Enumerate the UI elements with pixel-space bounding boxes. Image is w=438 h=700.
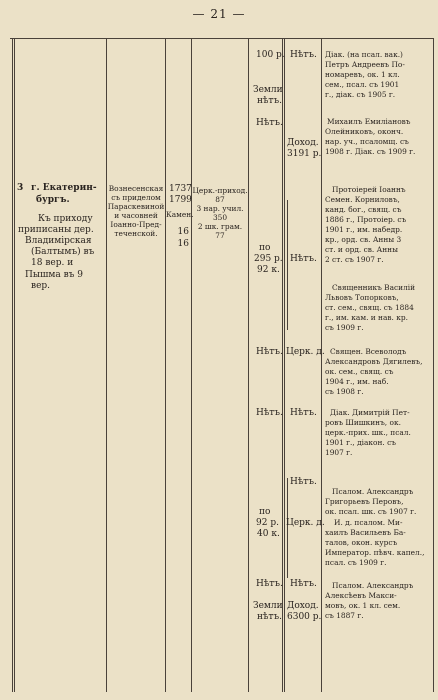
- clergy-line: Михаилъ Емиліановъ: [327, 117, 411, 126]
- clergy-line: Алексѣевъ Макси-: [325, 591, 397, 600]
- clergy-line: Олейниковъ, оконч.: [325, 127, 404, 136]
- land-value: 6300 р.: [287, 612, 322, 622]
- clergy-line: 1886 г., Протоіер. съ: [325, 215, 407, 224]
- district-name: г. Екатерин-: [31, 183, 97, 193]
- clergy-line: Семен. Корниловъ,: [325, 195, 400, 204]
- clergy-line: Священникъ Василій: [332, 283, 416, 292]
- salary-value: 100 р.: [256, 50, 285, 60]
- column-rule: [248, 38, 249, 692]
- salary-value: Нѣтъ.: [256, 118, 283, 128]
- clergy-line: 1908 г. Діак. съ 1909 г.: [325, 147, 416, 156]
- salary-value: 92 р.: [256, 518, 279, 528]
- clergy-line: Діак. (на псал. вак.): [325, 50, 403, 59]
- land-value: Нѣтъ.: [290, 50, 317, 60]
- church-name: Іоанно-Пред-: [110, 220, 162, 229]
- clergy-line: ок. псал. шк. съ 1907 г.: [325, 507, 417, 516]
- clergy-line: 1901 г., им. набедр.: [325, 225, 403, 234]
- salary-value: по: [259, 243, 271, 253]
- clergy-line: ок. сем., свящ. съ: [325, 367, 394, 376]
- salary-value: 40 к.: [257, 529, 280, 539]
- column-rule: [282, 38, 285, 692]
- church-name: теченской.: [114, 229, 158, 238]
- clergy-line: г., им. кам. и нав. кр.: [325, 313, 408, 322]
- salary-value: Нѣтъ.: [256, 408, 283, 418]
- church-name: и часовней: [114, 211, 158, 220]
- land-value: Нѣтъ.: [290, 254, 317, 264]
- clergy-line: Александровъ Дягилевъ,: [325, 357, 423, 366]
- founding-year: 1737: [169, 184, 192, 194]
- church-name: съ приделом: [111, 193, 161, 202]
- clergy-line: Григорьевъ Перовъ,: [325, 497, 404, 506]
- clergy-line: Протоіерей Іоаннъ: [332, 185, 406, 194]
- clergy-line: Діак. Димитрій Пет-: [330, 408, 410, 417]
- clergy-line: съ 1909 г.: [325, 323, 364, 332]
- clergy-line: ст. и орд. св. Анны: [325, 245, 398, 254]
- clergy-line: псал. съ 1909 г.: [325, 558, 387, 567]
- clergy-line: кр., орд. св. Анны 3: [325, 235, 402, 244]
- row-bracket: [282, 200, 288, 330]
- salary-value: по: [259, 507, 271, 517]
- clergy-line: 1907 г.: [325, 448, 353, 457]
- clergy-line: Император. пѣвч. капел.,: [325, 548, 425, 557]
- salary-value: 92 к.: [257, 265, 280, 275]
- clergy-line: съ 1908 г.: [325, 387, 364, 396]
- clergy-line: ст. сем., свящ. съ 1884: [325, 303, 414, 312]
- clergy-line: ровъ Шишкинъ, ок.: [325, 418, 401, 427]
- clergy-line: 1904 г., им. наб.: [325, 377, 389, 386]
- clergy-line: съ 1887 г.: [325, 611, 364, 620]
- schools-text: 350: [212, 213, 228, 222]
- church-name: Вознесенская: [108, 184, 164, 193]
- salary-value: нѣтъ.: [257, 96, 282, 106]
- clergy-line: 2 ст. съ 1907 г.: [325, 255, 384, 264]
- schools-text: 2 шк. грам.: [197, 222, 243, 231]
- salary-value: Нѣтъ.: [256, 347, 283, 357]
- top-rule: [10, 38, 434, 39]
- clergy-line: Львовъ Топорковъ,: [325, 293, 399, 302]
- clergy-line: Псалом. Александръ: [332, 487, 414, 496]
- land-value: Нѣтъ.: [290, 408, 317, 418]
- salary-value: нѣтъ.: [257, 612, 282, 622]
- count: 16: [177, 239, 189, 249]
- clergy-line: И. д. псалом. Ми-: [334, 518, 403, 527]
- village-name: Владимірская: [25, 236, 92, 246]
- clergy-line: канд. бог., свящ. съ: [325, 205, 402, 214]
- clergy-line: талов, окон. курсъ: [325, 538, 398, 547]
- church-name: Параскевиной: [107, 202, 165, 211]
- founding-year: 1799: [169, 195, 192, 205]
- land-value: 3191 р.: [287, 149, 322, 159]
- clergy-line: Священ. Всеволодъ: [330, 347, 407, 356]
- count: 16: [177, 227, 189, 237]
- district-name: бургъ.: [36, 195, 70, 205]
- schools-text: 3 нар. учил.: [196, 204, 244, 213]
- column-rule: [433, 38, 434, 692]
- village-name: Пышма въ 9: [25, 270, 83, 280]
- clergy-line: мовъ, ок. 1 кл. сем.: [325, 601, 401, 610]
- village-name: 18 вер. и: [31, 258, 74, 268]
- schools-text: 87: [215, 195, 225, 204]
- land-value: Доход.: [287, 601, 319, 611]
- land-value: Нѣтъ.: [290, 579, 317, 589]
- salary-value: Земли: [253, 601, 283, 611]
- land-value: Нѣтъ.: [290, 477, 317, 487]
- building-material: Камен.: [166, 210, 194, 219]
- land-value: Церк. д.: [286, 518, 325, 528]
- salary-value: Земли: [253, 85, 283, 95]
- column-rule: [191, 38, 192, 692]
- clergy-line: хаилъ Васильевъ Ба-: [325, 528, 406, 537]
- district-note: Къ приходу: [38, 214, 93, 224]
- district-number: 3: [17, 183, 24, 193]
- clergy-line: церк.-прих. шк., псал.: [325, 428, 411, 437]
- district-note: приписаны дер.: [18, 225, 94, 235]
- clergy-line: Псалом. Александръ: [332, 581, 414, 590]
- salary-value: 295 р.: [254, 254, 283, 264]
- column-rule: [321, 38, 322, 692]
- column-rule: [12, 38, 15, 692]
- salary-value: Нѣтъ.: [256, 579, 283, 589]
- village-name: вер.: [31, 281, 51, 291]
- schools-text: 77: [215, 231, 225, 240]
- page-number: — 21 —: [192, 7, 246, 21]
- column-rule: [165, 38, 166, 692]
- clergy-line: Петръ Андреевъ По-: [325, 60, 405, 69]
- clergy-line: сем., псал. съ 1901: [325, 80, 400, 89]
- land-value: Доход.: [287, 138, 319, 148]
- clergy-line: 1901 г., діакон. съ: [325, 438, 396, 447]
- schools-text: Церк.-приход.: [192, 186, 248, 195]
- clergy-line: номаревъ, ок. 1 кл.: [325, 70, 400, 79]
- clergy-line: г., діак. съ 1905 г.: [325, 90, 396, 99]
- village-name: (Балтымъ) въ: [31, 247, 95, 257]
- clergy-line: нар. уч., псаломщ. съ: [325, 137, 409, 146]
- land-value: Церк. д.: [286, 347, 325, 357]
- column-rule: [106, 38, 107, 692]
